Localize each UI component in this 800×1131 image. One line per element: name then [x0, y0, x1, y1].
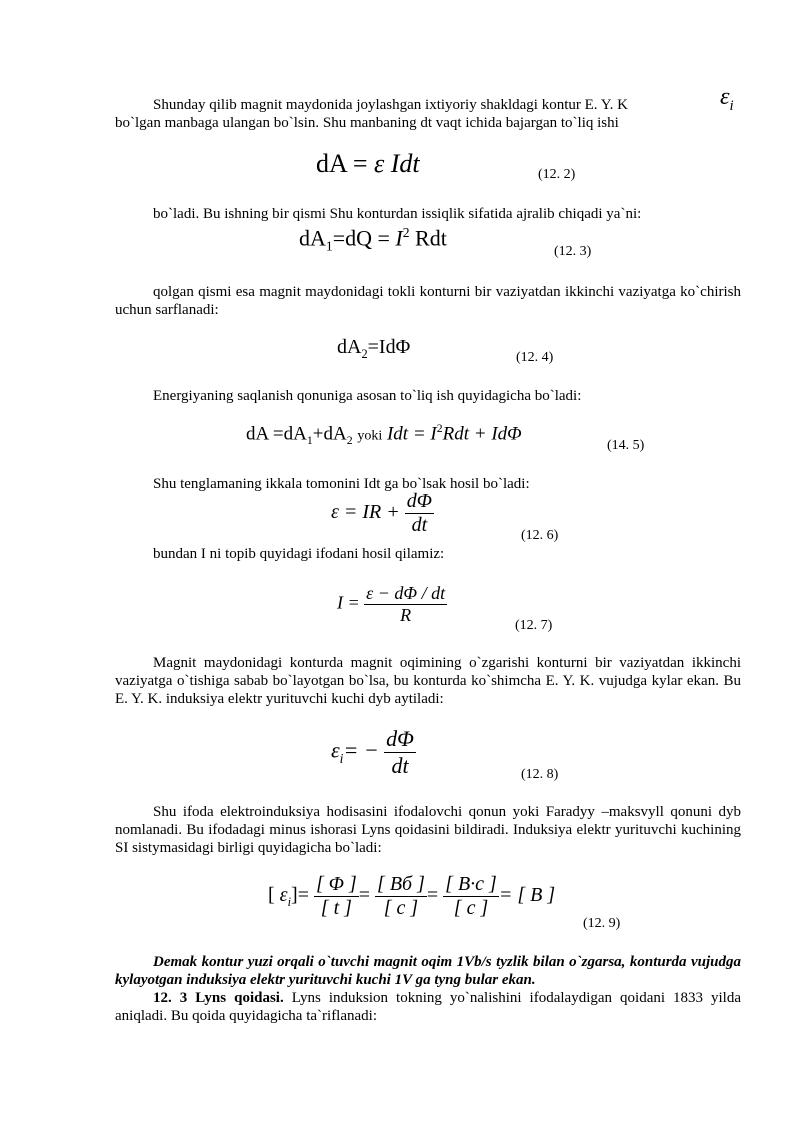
eq126-numerator: dΦ: [406, 490, 432, 512]
eq124-sub: 2: [361, 347, 368, 361]
equation-12-7: [337, 583, 447, 626]
paragraph-intro: [115, 96, 741, 132]
eq129-f3-numerator: [ B·c ]: [445, 873, 497, 895]
eq129-fraction-1: [314, 873, 359, 920]
paragraph-conclusion: Demak kontur yuzi orqali o`tuvchi magnit oqim 1Vb/s tyzlik bilan o`zgarsa, konturda vujudga kylayotgan induksiya elektr yurituvchi kuchi 1V ga tyng bular ekan.: [115, 954, 741, 988]
eq123-square: 2: [402, 225, 410, 240]
eq123-rdt: Rdt: [415, 225, 447, 251]
eq145-idt: Idt = I: [386, 423, 437, 445]
section-heading-lenz: 12. 3 Lyns qoidasi.: [153, 990, 284, 1006]
eq128-denominator: dt: [391, 753, 409, 778]
eq128-equals: = −: [343, 737, 379, 763]
equation-number-14-5: (14. 5): [607, 438, 645, 453]
eq129-fraction-3: [443, 873, 499, 920]
equation-number-12-2: (12. 2): [538, 167, 576, 182]
eq127-numerator: ε − dΦ / dt: [366, 583, 446, 603]
eq145-sub2: 2: [346, 434, 353, 448]
eq129-f2-numerator: [ Вб ]: [377, 873, 425, 895]
eq122-rhs: Idt: [390, 149, 420, 178]
equation-number-12-4: (12. 4): [516, 350, 554, 365]
paragraph-divide: Shu tenglamaning ikkala tomonini Idt ga bo`lsak hosil bo`ladi:: [153, 476, 530, 492]
eq128-fraction: [384, 726, 416, 779]
eq128-sub: i: [339, 750, 344, 766]
eq129-eq2: =: [358, 884, 371, 907]
equation-number-12-6: (12. 6): [521, 528, 559, 543]
equation-12-2: [316, 149, 420, 179]
eq145-rhs: Rdt + IdΦ: [442, 423, 522, 445]
paragraph-intro-line1: Shunday qilib magnit maydonida joylashgan ixtiyoriy shakldagi kontur E. Y. K: [153, 97, 628, 113]
eq129-eq1: =: [297, 884, 309, 907]
eq129-result: = [ B ]: [498, 884, 556, 907]
eq126-lhs: ε = IR +: [331, 501, 400, 524]
eq129-lbracket: [: [268, 884, 275, 907]
eq122-epsilon: ε: [374, 149, 385, 178]
eq129-f1-denominator: [ t ]: [320, 897, 352, 919]
paragraph-heat: bo`ladi. Bu ishning bir qismi Shu konturdan issiqlik sifatida ajralib chiqadi ya`ni:: [153, 206, 642, 222]
eq129-epsilon: ε: [279, 884, 288, 907]
eq145-square: 2: [436, 422, 443, 435]
equation-12-6: [331, 490, 434, 537]
eq128-numerator: dΦ: [386, 726, 414, 751]
eq127-denominator: R: [400, 605, 412, 625]
eq127-fraction: [364, 583, 447, 626]
eq122-lhs: dA =: [316, 149, 368, 178]
eq124-rhs: =IdΦ: [367, 336, 411, 358]
emf-subscript: i: [729, 97, 734, 114]
eq124-da: dA: [337, 336, 362, 358]
eq129-f3-denominator: [ c ]: [453, 897, 489, 919]
eq145-sub1: 1: [306, 434, 313, 448]
eq129-f2-denominator: [ c ]: [383, 897, 419, 919]
eq129-rbracket: ]: [291, 884, 298, 907]
equation-12-3: [299, 225, 447, 255]
eq128-epsilon: ε: [331, 737, 340, 763]
eq129-sub: i: [287, 895, 292, 910]
eq129-eq3: =: [426, 884, 439, 907]
eq123-sub: 1: [325, 238, 333, 254]
eq123-da: dA: [299, 225, 326, 251]
paragraph-faraday: Shu ifoda elektroinduksiya hodisasini ifodalovchi qonun yoki Faradyy –maksvyll qonuni dyb nomlanadi. Bu ifodadagi minus ishorasi Lyns qoidasini bildiradi. Induksiya elektr yurituvchi kuchining SI sistymasidagi birligi quyidagicha bo`ladi:: [115, 804, 741, 856]
equation-12-4: [337, 336, 410, 362]
equation-12-9: [268, 873, 555, 920]
paragraph-energy: Energiyaning saqlanish qonuniga asosan to`liq ish quyidagicha bo`ladi:: [153, 388, 582, 404]
emf-symbol: [720, 84, 734, 115]
eq123-current: I: [395, 225, 403, 251]
eq145-yoki: yoki: [357, 428, 383, 444]
equation-number-12-9: (12. 9): [583, 916, 621, 931]
eq145-da: dA =dA: [246, 423, 307, 445]
paragraph-rest: qolgan qismi esa magnit maydonidagi tokli konturni bir vaziyatdan ikkinchi vaziyatga ko`chirish uchun sarflanadi:: [115, 284, 741, 318]
eq145-da2: +dA: [312, 423, 347, 445]
equation-number-12-3: (12. 3): [554, 244, 592, 259]
eq123-dq: =dQ =: [332, 225, 390, 251]
eq126-fraction: [405, 490, 434, 537]
paragraph-lenz: [115, 989, 741, 1025]
eq126-denominator: dt: [411, 514, 428, 536]
paragraph-find-i: bundan I ni topib quyidagi ifodani hosil qilamiz:: [153, 546, 445, 562]
eq129-f1-numerator: [ Φ ]: [315, 873, 357, 895]
eq129-fraction-2: [375, 873, 427, 920]
equation-12-8: [331, 726, 416, 779]
paragraph-lenz-text: Lyns induksion tokning yo`nalishini ifodalaydigan qoidani 1833 yilda aniqladi. Bu qoida quyidagicha ta`riflanadi:: [115, 990, 742, 1024]
equation-number-12-8: (12. 8): [521, 767, 559, 782]
paragraph-induction: Magnit maydonidagi konturda magnit oqimining o`zgarishi konturni bir vaziyatdan ikkinchi vaziyatga o`tishiga sabab bo`layotgan bo`lsa, bu konturda ko`shimcha E. Y. K. vujudga kylar ekan. Bu E. Y. K. induksiya elektr yurituvchi kuchi dyb aytiladi:: [115, 655, 741, 707]
paragraph-intro-line2: bo`lgan manbaga ulangan bo`lsin. Shu manbaning dt vaqt ichida bajargan to`liq ishi: [115, 115, 619, 131]
emf-epsilon: ε: [720, 84, 730, 110]
eq127-lhs: I =: [337, 592, 360, 613]
equation-14-5: [246, 422, 522, 448]
equation-number-12-7: (12. 7): [515, 618, 553, 633]
